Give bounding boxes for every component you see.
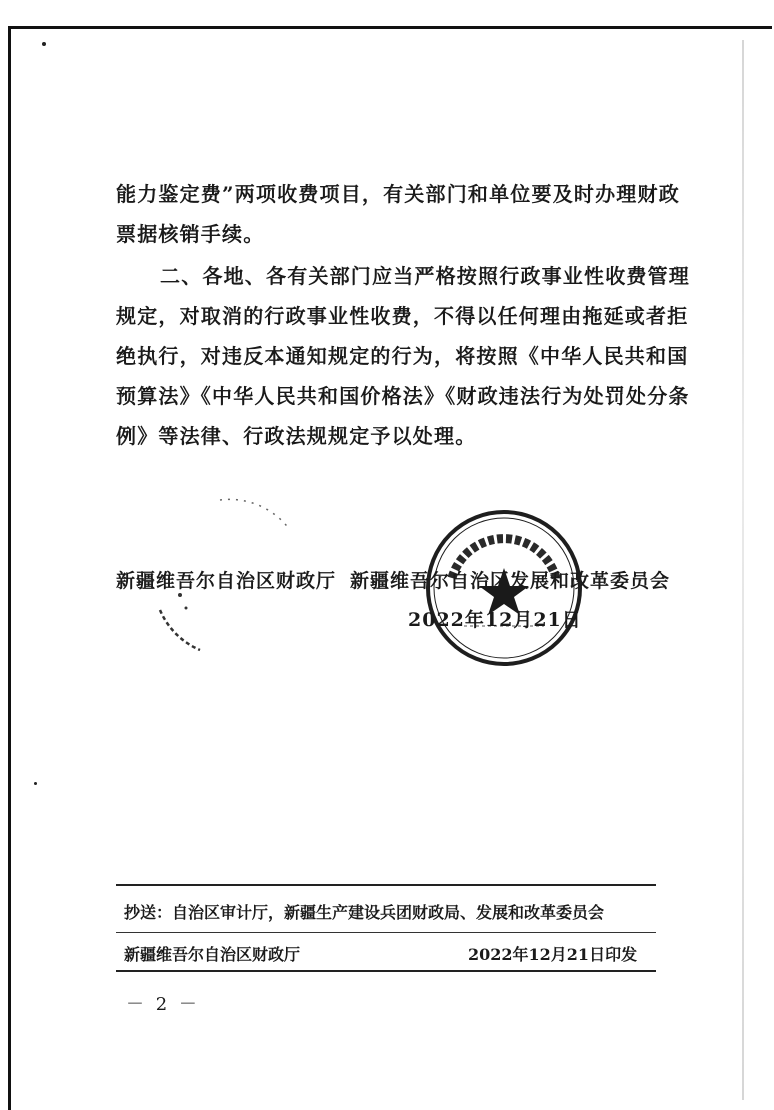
cc-recipients: 自治区审计厅，新疆生产建设兵团财政局、发展和改革委员会 — [172, 903, 605, 922]
footer-bottom-rule — [116, 970, 656, 972]
issuer-right: 新疆维吾尔自治区发展和改革委员会 — [350, 570, 671, 592]
body-line: 能力鉴定费”两项收费项目，有关部门和单位要及时办理财政 — [116, 182, 680, 206]
footer-middle-rule — [116, 932, 656, 933]
body-line: 票据核销手续。 — [116, 222, 265, 246]
body-line: 二、各地、各有关部门应当严格按照行政事业性收费管理 — [160, 264, 690, 288]
cc-label: 抄送： — [124, 903, 173, 922]
body-line: 绝执行，对违反本通知规定的行为，将按照《中华人民共和国 — [116, 344, 689, 368]
scan-edge-shadow — [742, 40, 744, 1100]
issuer-left: 新疆维吾尔自治区财政厅 — [116, 570, 337, 592]
signature-date: 2022年12月21日 — [408, 609, 582, 631]
scan-speck — [42, 42, 46, 46]
body-line: 例》等法律、行政法规规定予以处理。 — [116, 424, 477, 448]
publisher: 新疆维吾尔自治区财政厅 — [124, 945, 301, 964]
page-number: － 2 － — [126, 994, 200, 1015]
scan-speck — [34, 782, 37, 785]
body-line: 规定，对取消的行政事业性收费，不得以任何理由拖延或者拒 — [116, 304, 689, 328]
body-line: 预算法》《中华人民共和国价格法》《财政违法行为处罚处分条 — [116, 384, 690, 408]
footer-top-rule — [116, 884, 656, 886]
cc-line — [124, 900, 604, 923]
issue-date: 2022年12月21日印发 — [468, 945, 638, 964]
